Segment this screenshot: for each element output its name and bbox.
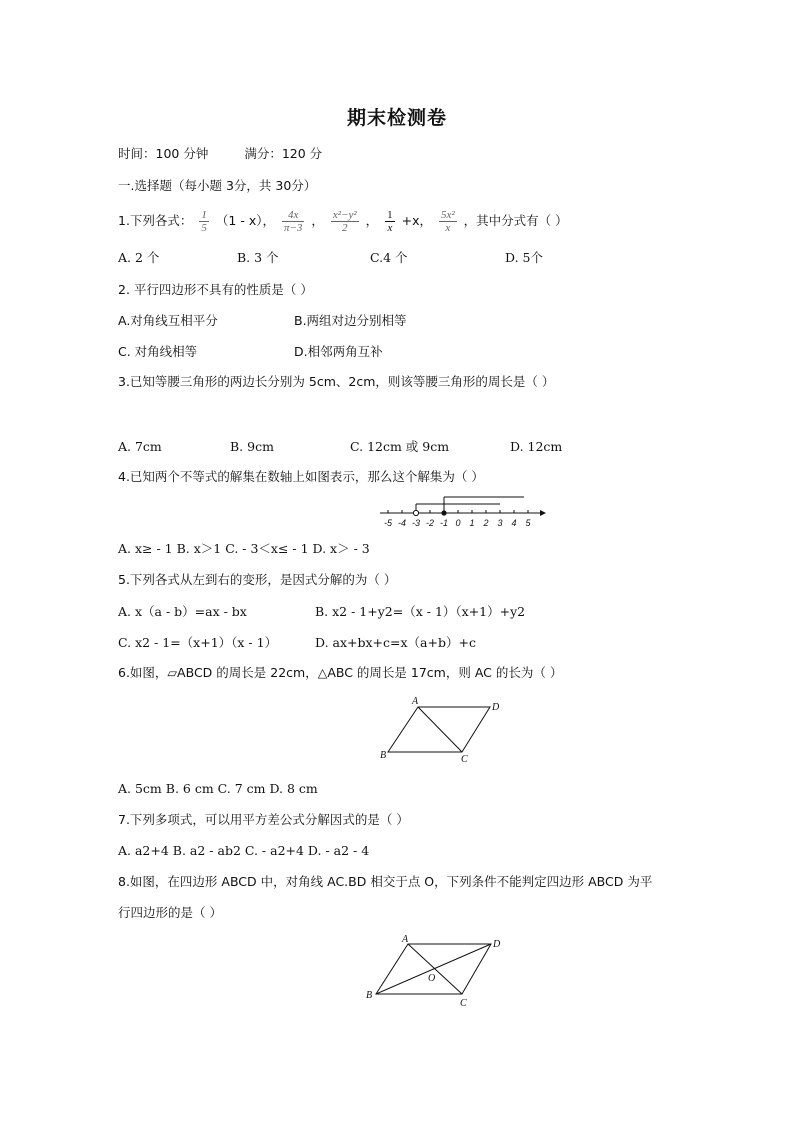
- tick-label: -3: [411, 518, 421, 528]
- q1-comma-2: ，: [365, 213, 379, 228]
- tick-label: 4: [511, 518, 517, 528]
- tick-label: 5: [525, 518, 531, 528]
- q1-text-1: （1 - x），: [215, 213, 275, 228]
- time-label: 时间：100 分钟: [118, 146, 209, 161]
- vertex-label-b: B: [366, 990, 373, 1001]
- q2-option-b: B.两组对边分别相等: [294, 313, 407, 328]
- page-title: 期末检测卷: [346, 107, 447, 129]
- question-2-stem: 2. 平行四边形不具有的性质是（ ）: [118, 282, 313, 297]
- vertex-label-c: C: [460, 998, 467, 1009]
- closed-point-marker: [441, 510, 446, 515]
- q3-option-c: C. 12cm 或 9cm: [350, 439, 450, 454]
- diagonal-ac: [408, 944, 462, 994]
- q1-prefix: 1.下列各式：: [118, 213, 193, 228]
- question-4-stem: 4.已知两个不等式的解集在数轴上如图表示，那么这个解集为（ ）: [118, 469, 484, 484]
- tick-label: 3: [497, 518, 503, 528]
- vertex-label-a: A: [412, 696, 419, 707]
- q5-option-d: D. ax+bx+c=x（a+b）+c: [315, 635, 476, 650]
- q2-option-a: A.对角线互相平分: [118, 313, 218, 328]
- question-3-stem: 3.已知等腰三角形的两边长分别为 5cm、2cm，则该等腰三角形的周长是（ ）: [118, 374, 555, 389]
- section-heading: 一.选择题（每小题 3分，共 30分）: [118, 178, 317, 193]
- open-point-marker: [413, 510, 418, 515]
- diagonal-bd: [376, 944, 491, 994]
- vertex-label-d: D: [493, 939, 501, 950]
- q6-options: A. 5cm B. 6 cm C. 7 cm D. 8 cm: [118, 781, 318, 796]
- q1-suffix: ，其中分式有（ ）: [463, 213, 568, 228]
- q1-fraction-5: $\frac{\text{5x²}}{x}$: [441, 209, 455, 234]
- question-7-stem: 7.下列多项式，可以用平方差公式分解因式的是（ ）: [118, 812, 409, 827]
- q5-option-b: B. x2 - 1+y2=（x - 1）（x+1）+y2: [315, 604, 526, 619]
- q2-option-d: D.相邻两角互补: [294, 344, 383, 359]
- question-6-stem: 6.如图，▱ABCD 的周长是 22cm，△ABC 的周长是 17cm，则 AC 的长为（ ）: [118, 665, 563, 680]
- score-label: 满分：120 分: [244, 146, 323, 161]
- q1-option-d: D. 5个: [505, 250, 543, 265]
- q7-options: A. a2+4 B. a2 - ab2 C. - a2+4 D. - a2 - 4: [118, 843, 370, 858]
- tick-label: -1: [439, 518, 449, 528]
- q3-option-b: B. 9cm: [230, 439, 274, 454]
- q1-option-a: A. 2 个: [118, 250, 160, 265]
- q1-fraction-3: $\frac{\text{x²−y²}}{2}$: [332, 209, 357, 234]
- tick-label: -5: [383, 518, 393, 528]
- number-line-labels: [384, 518, 532, 528]
- q1-fraction-4: $\frac{1}{x}$: [387, 209, 393, 234]
- vertex-label-d: D: [492, 702, 500, 713]
- tick-label: 0: [455, 518, 461, 528]
- question-8-stem-line-2: 行四边形的是（ ）: [118, 905, 222, 920]
- tick-label: 2: [483, 518, 489, 528]
- question-1-stem: [118, 208, 568, 234]
- parallelogram-figure-q6: [376, 692, 510, 766]
- q4-options: A. x≥ - 1 B. x＞1 C. - 3＜x≤ - 1 D. x＞ - 3: [118, 541, 370, 556]
- axis-arrow-icon: [540, 510, 546, 516]
- q1-option-c: C.4 个: [370, 250, 408, 265]
- q3-option-d: D. 12cm: [510, 439, 563, 454]
- q5-option-c: C. x2 - 1=（x+1）（x - 1）: [118, 635, 278, 650]
- q1-fraction-1: $\frac{1}{5}$: [201, 209, 207, 234]
- quadrilateral-figure-q8: [362, 932, 508, 1010]
- parallelogram-abcd: [388, 707, 490, 752]
- question-8-stem-line-1: 8.如图，在四边形 ABCD 中，对角线 AC.BD 相交于点 O，下列条件不能判定四边形 ABCD 为平: [118, 874, 653, 889]
- vertex-label-b: B: [380, 750, 387, 761]
- intersection-label-o: O: [428, 973, 436, 984]
- q1-comma-1: ，: [311, 213, 324, 228]
- tick-label: 1: [469, 518, 475, 528]
- q1-fraction-2: $\frac{4x}{\pi-3}$: [283, 209, 303, 234]
- q1-option-b: B. 3 个: [237, 250, 279, 265]
- vertex-label-c: C: [461, 754, 468, 765]
- q1-text-2: +x，: [401, 213, 433, 228]
- tick-label: -2: [425, 518, 435, 528]
- q5-option-a: A. x（a - b）=ax - bx: [118, 604, 247, 619]
- question-5-stem: 5.下列各式从左到右的变形，是因式分解的为（ ）: [118, 572, 397, 587]
- number-line-figure: [376, 490, 548, 532]
- q2-option-c: C. 对角线相等: [118, 344, 198, 359]
- q3-option-a: A. 7cm: [118, 439, 162, 454]
- vertex-label-a: A: [402, 934, 409, 945]
- exam-meta: [118, 145, 322, 163]
- tick-label: -4: [397, 518, 407, 528]
- diagonal-ac: [418, 707, 462, 752]
